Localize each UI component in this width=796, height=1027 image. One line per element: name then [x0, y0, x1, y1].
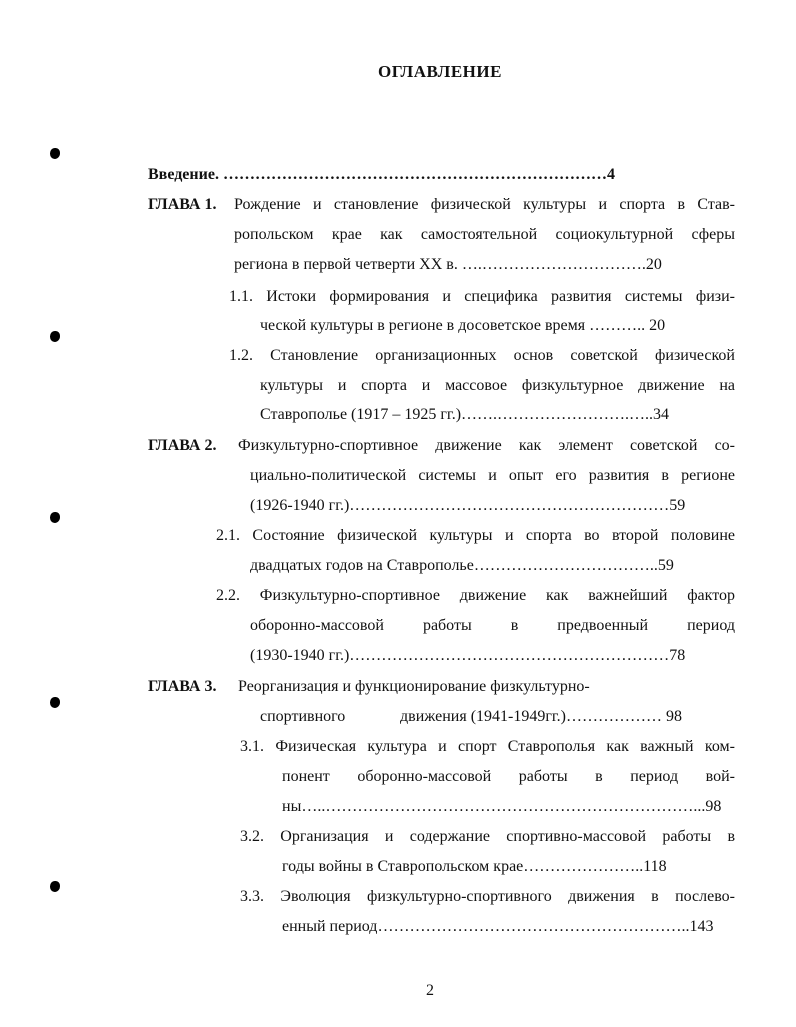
chapter-2-title-line: (1926-1940 гг.)……………………………………………………59	[250, 497, 686, 514]
section-2-2-line: оборонно-массовой работы в предвоенный период	[250, 617, 735, 634]
chapter-1-title-line: ропольском крае как самостоятельной социокультурной сферы	[234, 226, 735, 243]
chapter-2-title-line: циально-политической системы и опыт его развития в регионе	[250, 467, 735, 484]
chapter-3-title-line: движения (1941-1949гг.)……………… 98	[400, 708, 682, 725]
punch-hole	[50, 148, 60, 159]
page-title: ОГЛАВЛЕНИЕ	[378, 62, 502, 81]
chapter-3-title-line: Реорганизация и функционирование физкультурно-	[238, 678, 590, 695]
section-1-2-line: 1.2. Становление организационных основ советской физической	[229, 347, 735, 364]
chapter-1-label: ГЛАВА 1.	[148, 196, 217, 213]
chapter-3-label: ГЛАВА 3.	[148, 678, 217, 695]
section-3-1-line: понент оборонно-массовой работы в период вой-	[282, 768, 735, 785]
section-3-3-line: 3.3. Эволюция физкультурно-спортивного движения в послево-	[240, 888, 735, 905]
section-3-1-line: 3.1. Физическая культура и спорт Ставрополья как важный ком-	[240, 738, 735, 755]
section-2-1-line: 2.1. Состояние физической культуры и спорта во второй половине	[216, 527, 735, 544]
chapter-1-title-line: Рождение и становление физической культуры и спорта в Став-	[234, 196, 735, 213]
chapter-1-title-line: региона в первой четверти ХХ в. ….………………………….20	[234, 256, 662, 273]
section-1-2-line: культуры и спорта и массовое физкультурное движение на	[260, 377, 735, 394]
punch-hole	[50, 331, 60, 342]
toc-intro: Введение. ………………………………………………………………4	[148, 166, 615, 183]
section-3-2-line: годы войны в Ставропольском крае…………………..118	[282, 858, 667, 875]
section-3-2-line: 3.2. Организация и содержание спортивно-массовой работы в	[240, 828, 735, 845]
section-1-1-line: ческой культуры в регионе в досоветское время ……….. 20	[260, 317, 666, 334]
chapter-2-label: ГЛАВА 2.	[148, 437, 217, 454]
punch-hole	[50, 881, 60, 892]
section-1-2-line: Ставрополье (1917 – 1925 гг.)…….…………………….…..34	[260, 406, 670, 423]
chapter-2-title-line: Физкультурно-спортивное движение как элемент советской со-	[238, 437, 735, 454]
punch-hole	[50, 512, 60, 523]
section-3-3-line: енный период…………………………………………………..143	[282, 918, 714, 935]
page-number: 2	[426, 982, 434, 999]
chapter-3-title-line: спортивного	[260, 708, 346, 725]
section-2-2-line: 2.2. Физкультурно-спортивное движение как важнейший фактор	[216, 587, 735, 604]
section-2-1-line: двадцатых годов на Ставрополье……………………………..59	[250, 557, 674, 574]
section-2-2-line: (1930-1940 гг.)……………………………………………………78	[250, 647, 686, 664]
section-3-1-line: ны…..……………………………………………………………...98	[282, 798, 722, 815]
section-1-1-line: 1.1. Истоки формирования и специфика развития системы физи-	[229, 288, 735, 305]
punch-hole	[50, 697, 60, 708]
